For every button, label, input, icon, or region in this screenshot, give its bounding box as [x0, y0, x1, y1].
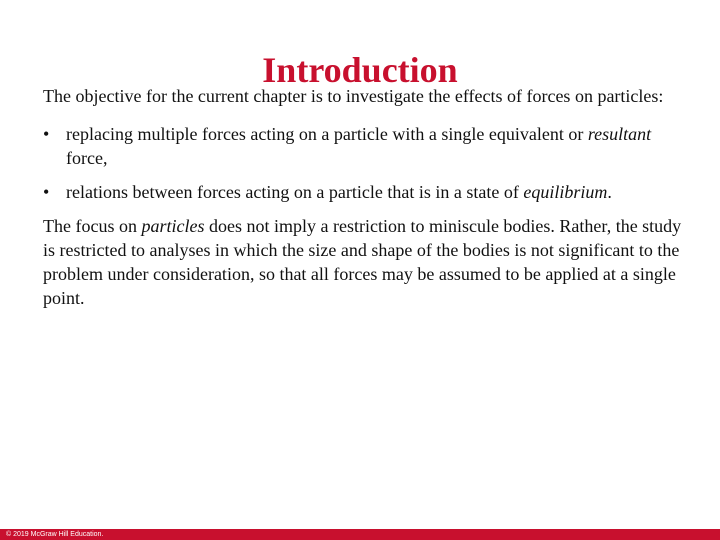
- bullet-list: [43, 122, 683, 204]
- bullet-emphasis: equilibrium: [523, 182, 608, 202]
- slide-title: Introduction: [262, 50, 458, 91]
- intro-paragraph: The objective for the current chapter is to investigate the effects of forces on particles:: [43, 86, 664, 106]
- bullet-text-end: .: [607, 182, 612, 202]
- copyright-text: © 2019 McGraw Hill Education.: [6, 531, 104, 538]
- bullet-emphasis: resultant: [587, 124, 652, 144]
- bullet-text: replacing multiple forces acting on a particle with a single equivalent or: [66, 124, 588, 144]
- focus-text-end: does not imply a restriction to miniscule bodies. Rather, the study is restricted to analyses in which the size and shape of the bodies is not significant to the problem under consideration, so that all forces may be assumed to be applied at a single point.: [43, 216, 682, 308]
- focus-emphasis: particles: [141, 216, 205, 236]
- bullet-marker: •: [43, 124, 50, 144]
- focus-paragraph: [43, 214, 683, 310]
- bullet-text-end: force,: [66, 148, 108, 168]
- bullet-item: [43, 180, 683, 204]
- focus-text: The focus on: [43, 216, 142, 236]
- bullet-text: relations between forces acting on a particle that is in a state of: [66, 182, 524, 202]
- footer-bar: [0, 529, 720, 540]
- slide-body: [43, 84, 683, 310]
- bullet-marker: •: [43, 182, 50, 202]
- bullet-item: [43, 122, 683, 170]
